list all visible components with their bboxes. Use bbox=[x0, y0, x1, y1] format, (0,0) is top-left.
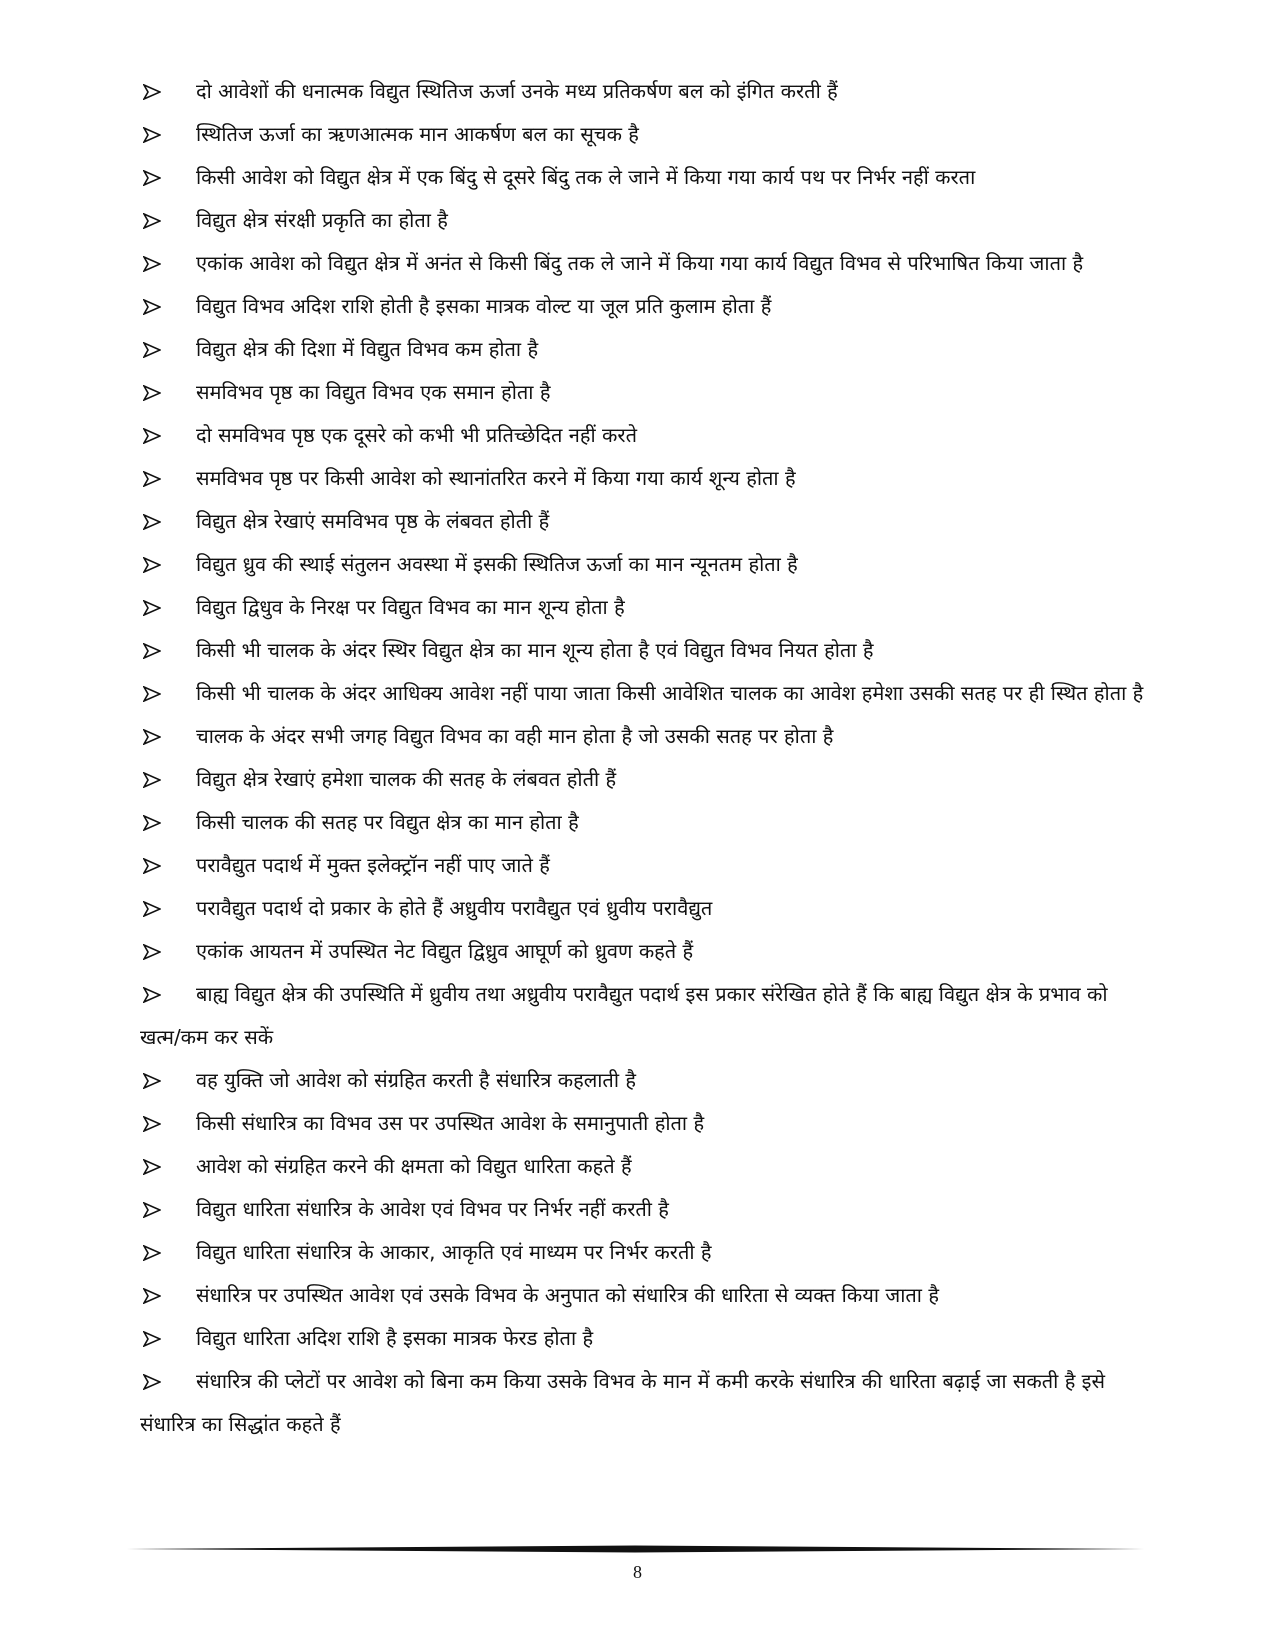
arrowhead-bullet-icon bbox=[140, 457, 164, 500]
list-item bbox=[140, 930, 1150, 973]
bullet-text: समविभव पृष्ठ पर किसी आवेश को स्थानांतरित करने में किया गया कार्य शून्य होता है bbox=[196, 466, 796, 490]
arrowhead-bullet-icon bbox=[140, 70, 164, 113]
list-item bbox=[140, 887, 1150, 930]
bullet-text: दो आवेशों की धनात्मक विद्युत स्थितिज ऊर्जा उनके मध्य प्रतिकर्षण बल को इंगित करती हैं bbox=[196, 79, 838, 103]
arrowhead-bullet-icon bbox=[140, 1274, 164, 1317]
list-item bbox=[140, 629, 1150, 672]
bullet-text: वह युक्ति जो आवेश को संग्रहित करती है संधारित्र कहलाती है bbox=[196, 1068, 636, 1092]
arrowhead-bullet-icon bbox=[140, 629, 164, 672]
bullet-text: आवेश को संग्रहित करने की क्षमता को विद्युत धारिता कहते हैं bbox=[196, 1154, 632, 1178]
bullet-text: संधारित्र पर उपस्थित आवेश एवं उसके विभव के अनुपात को संधारित्र की धारिता से व्यक्त किया जाता है bbox=[196, 1283, 939, 1307]
list-item bbox=[140, 1102, 1150, 1145]
bullet-text: संधारित्र की प्लेटों पर आवेश को बिना कम किया उसके विभव के मान में कमी करके संधारित्र की धारिता बढ़ाई जा सकती है इसे संधारित्र का सिद्धांत कहते हैं bbox=[140, 1369, 1106, 1436]
bullet-text: चालक के अंदर सभी जगह विद्युत विभव का वही मान होता है जो उसकी सतह पर होता है bbox=[196, 724, 834, 748]
list-item bbox=[140, 1188, 1150, 1231]
bullet-text: विद्युत धारिता अदिश राशि है इसका मात्रक फेरड होता है bbox=[196, 1326, 594, 1350]
arrowhead-bullet-icon bbox=[140, 328, 164, 371]
arrowhead-bullet-icon bbox=[140, 844, 164, 887]
bullet-list bbox=[140, 70, 1150, 1446]
arrowhead-bullet-icon bbox=[140, 414, 164, 457]
list-item bbox=[140, 1360, 1150, 1446]
arrowhead-bullet-icon bbox=[140, 285, 164, 328]
list-item bbox=[140, 500, 1150, 543]
list-item bbox=[140, 328, 1150, 371]
arrowhead-bullet-icon bbox=[140, 715, 164, 758]
list-item bbox=[140, 672, 1150, 715]
arrowhead-bullet-icon bbox=[140, 199, 164, 242]
list-item bbox=[140, 1317, 1150, 1360]
list-item bbox=[140, 285, 1150, 328]
bullet-text: बाह्य विद्युत क्षेत्र की उपस्थिति में ध्रुवीय तथा अध्रुवीय परावैद्युत पदार्थ इस प्रकार संरेखित होते हैं कि बाह्य विद्युत क्षेत्र के प्रभाव को खत्म/कम कर सकें bbox=[140, 982, 1108, 1049]
page-number: 8 bbox=[633, 1562, 642, 1582]
arrowhead-bullet-icon bbox=[140, 1231, 164, 1274]
list-item bbox=[140, 973, 1150, 1059]
bullet-text: विद्युत क्षेत्र रेखाएं समविभव पृष्ठ के लंबवत होती हैं bbox=[196, 509, 550, 533]
arrowhead-bullet-icon bbox=[140, 801, 164, 844]
bullet-text: विद्युत विभव अदिश राशि होती है इसका मात्रक वोल्ट या जूल प्रति कुलाम होता हैं bbox=[196, 294, 772, 318]
arrowhead-bullet-icon bbox=[140, 242, 164, 285]
list-item bbox=[140, 371, 1150, 414]
list-item bbox=[140, 543, 1150, 586]
bullet-text: किसी भी चालक के अंदर स्थिर विद्युत क्षेत्र का मान शून्य होता है एवं विद्युत विभव नियत होता है bbox=[196, 638, 874, 662]
arrowhead-bullet-icon bbox=[140, 1360, 164, 1403]
list-item bbox=[140, 1059, 1150, 1102]
bullet-text: विद्युत क्षेत्र रेखाएं हमेशा चालक की सतह के लंबवत होती हैं bbox=[196, 767, 617, 791]
list-item bbox=[140, 414, 1150, 457]
list-item bbox=[140, 586, 1150, 629]
bullet-text: विद्युत ध्रुव की स्थाई संतुलन अवस्था में इसकी स्थितिज ऊर्जा का मान न्यूनतम होता है bbox=[196, 552, 798, 576]
bullet-text: विद्युत द्विधुव के निरक्ष पर विद्युत विभव का मान शून्य होता है bbox=[196, 595, 625, 619]
list-item bbox=[140, 844, 1150, 887]
arrowhead-bullet-icon bbox=[140, 113, 164, 156]
bullet-text: किसी आवेश को विद्युत क्षेत्र में एक बिंदु से दूसरे बिंदु तक ले जाने में किया गया कार्य पथ पर निर्भर नहीं करता bbox=[196, 165, 976, 189]
arrowhead-bullet-icon bbox=[140, 1059, 164, 1102]
arrowhead-bullet-icon bbox=[140, 930, 164, 973]
bullet-text: किसी संधारित्र का विभव उस पर उपस्थित आवेश के समानुपाती होता है bbox=[196, 1111, 705, 1135]
arrowhead-bullet-icon bbox=[140, 887, 164, 930]
arrowhead-bullet-icon bbox=[140, 1145, 164, 1188]
list-item bbox=[140, 1231, 1150, 1274]
list-item bbox=[140, 113, 1150, 156]
arrowhead-bullet-icon bbox=[140, 543, 164, 586]
arrowhead-bullet-icon bbox=[140, 500, 164, 543]
arrowhead-bullet-icon bbox=[140, 586, 164, 629]
bullet-text: किसी चालक की सतह पर विद्युत क्षेत्र का मान होता है bbox=[196, 810, 579, 834]
list-item bbox=[140, 715, 1150, 758]
arrowhead-bullet-icon bbox=[140, 973, 164, 1016]
bullet-text: परावैद्युत पदार्थ दो प्रकार के होते हैं अध्रुवीय परावैद्युत एवं ध्रुवीय परावैद्युत bbox=[196, 896, 713, 920]
bullet-text: एकांक आयतन में उपस्थित नेट विद्युत द्विध्रुव आघूर्ण को ध्रुवण कहते हैं bbox=[196, 939, 694, 963]
list-item bbox=[140, 1145, 1150, 1188]
bullet-text: विद्युत क्षेत्र की दिशा में विद्युत विभव कम होता है bbox=[196, 337, 539, 361]
footer-divider bbox=[125, 1545, 1145, 1553]
arrowhead-bullet-icon bbox=[140, 758, 164, 801]
bullet-text: किसी भी चालक के अंदर आधिक्य आवेश नहीं पाया जाता किसी आवेशित चालक का आवेश हमेशा उसकी सतह पर ही स्थित होता है bbox=[196, 681, 1144, 705]
list-item bbox=[140, 242, 1150, 285]
arrowhead-bullet-icon bbox=[140, 371, 164, 414]
list-item bbox=[140, 70, 1150, 113]
arrowhead-bullet-icon bbox=[140, 1188, 164, 1231]
bullet-text: एकांक आवेश को विद्युत क्षेत्र में अनंत से किसी बिंदु तक ले जाने में किया गया कार्य विद्युत विभव से परिभाषित किया जाता है bbox=[196, 251, 1084, 275]
list-item bbox=[140, 1274, 1150, 1317]
bullet-text: विद्युत धारिता संधारित्र के आवेश एवं विभव पर निर्भर नहीं करती है bbox=[196, 1197, 669, 1221]
bullet-text: स्थितिज ऊर्जा का ऋणआत्मक मान आकर्षण बल का सूचक है bbox=[196, 122, 639, 146]
bullet-text: समविभव पृष्ठ का विद्युत विभव एक समान होता है bbox=[196, 380, 551, 404]
list-item bbox=[140, 156, 1150, 199]
bullet-text: विद्युत क्षेत्र संरक्षी प्रकृति का होता है bbox=[196, 208, 448, 232]
arrowhead-bullet-icon bbox=[140, 1102, 164, 1145]
bullet-text: दो समविभव पृष्ठ एक दूसरे को कभी भी प्रतिच्छेदित नहीं करते bbox=[196, 423, 637, 447]
bullet-text: विद्युत धारिता संधारित्र के आकार, आकृति एवं माध्यम पर निर्भर करती है bbox=[196, 1240, 712, 1264]
arrowhead-bullet-icon bbox=[140, 672, 164, 715]
list-item bbox=[140, 801, 1150, 844]
list-item bbox=[140, 199, 1150, 242]
bullet-text: परावैद्युत पदार्थ में मुक्त इलेक्ट्रॉन नहीं पाए जाते हैं bbox=[196, 853, 550, 877]
list-item bbox=[140, 758, 1150, 801]
arrowhead-bullet-icon bbox=[140, 1317, 164, 1360]
list-item bbox=[140, 457, 1150, 500]
arrowhead-bullet-icon bbox=[140, 156, 164, 199]
